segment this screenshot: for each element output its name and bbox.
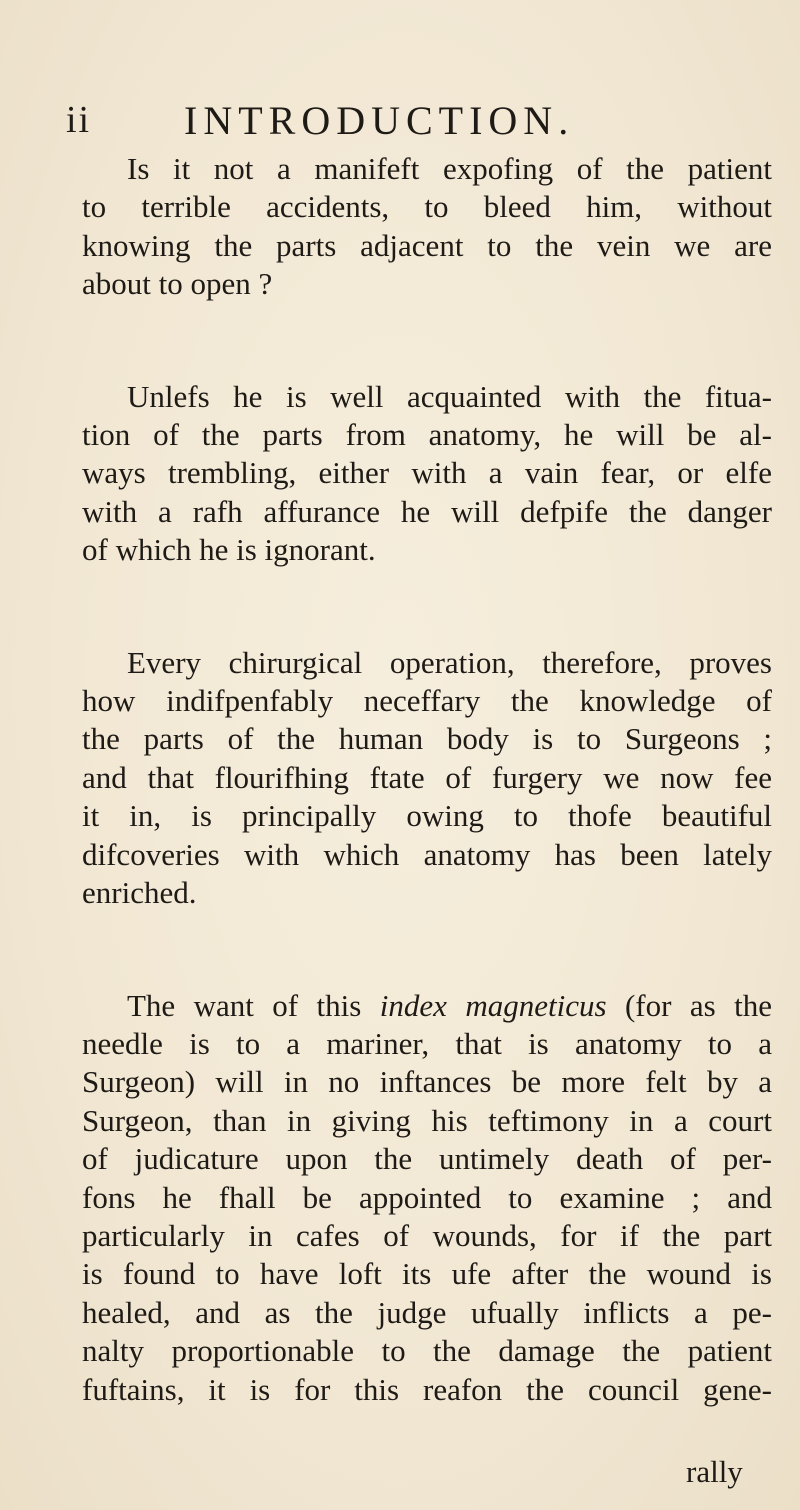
- text-line: of which he is ignorant.: [82, 532, 376, 568]
- text-line: ways trembling, either with a vain fear, or elfe: [82, 455, 772, 491]
- catchword: rally: [686, 1454, 743, 1489]
- text-line: Surgeon) will in no inftances be more felt by a: [82, 1064, 772, 1100]
- text-line: difcoveries with which anatomy has been lately: [82, 836, 772, 872]
- text-line: it in, is principally owing to thofe beautiful: [82, 798, 772, 834]
- paragraph-4: [82, 987, 772, 1409]
- text-line: of judicature upon the untimely death of per-: [82, 1141, 772, 1177]
- text-run: The want of this: [127, 987, 380, 1023]
- text-line: Unlefs he is well acquainted with the fitua-: [127, 378, 772, 414]
- text-line: about to open ?: [82, 266, 273, 302]
- text-line: fuftains, it is for this reafon the council gene-: [82, 1371, 772, 1407]
- text-line: enriched.: [82, 875, 197, 911]
- text-line: knowing the parts adjacent to the vein we are: [82, 227, 772, 263]
- text-line: tion of the parts from anatomy, he will be al-: [82, 417, 772, 453]
- paragraph-2: [82, 378, 772, 570]
- text-run: (for as the: [606, 987, 772, 1023]
- text-line: healed, and as the judge ufually inflicts a pe-: [82, 1294, 772, 1330]
- text-line: to terrible accidents, to bleed him, without: [82, 189, 772, 225]
- text-line: is found to have loft its ufe after the wound is: [82, 1256, 772, 1292]
- text-line: particularly in cafes of wounds, for if the part: [82, 1217, 772, 1253]
- text-line: and that flourifhing ftate of furgery we now fee: [82, 759, 772, 795]
- text-line: Surgeon, than in giving his teftimony in a court: [82, 1102, 772, 1138]
- italic-phrase: index magneticus: [379, 987, 607, 1023]
- page-number: ii: [66, 99, 92, 141]
- body-text: [82, 150, 772, 1409]
- text-line: Every chirurgical operation, therefore, proves: [127, 644, 772, 680]
- text-line: the parts of the human body is to Surgeons ;: [82, 721, 772, 757]
- paragraph-3: [82, 644, 772, 913]
- text-line: Is it not a manifeft expofing of the patient: [127, 151, 772, 186]
- text-line: how indifpenfably neceffary the knowledge of: [82, 683, 772, 719]
- running-title: INTRODUCTION.: [184, 97, 575, 143]
- text-line: needle is to a mariner, that is anatomy to a: [82, 1025, 772, 1061]
- text-line: fons he fhall be appointed to examine ; and: [82, 1179, 772, 1215]
- paragraph-1: [82, 150, 772, 304]
- page-header: [66, 96, 766, 144]
- text-line: with a rafh affurance he will defpife the danger: [82, 493, 772, 529]
- text-line: nalty proportionable to the damage the patient: [82, 1333, 772, 1369]
- text-line: [82, 987, 772, 1025]
